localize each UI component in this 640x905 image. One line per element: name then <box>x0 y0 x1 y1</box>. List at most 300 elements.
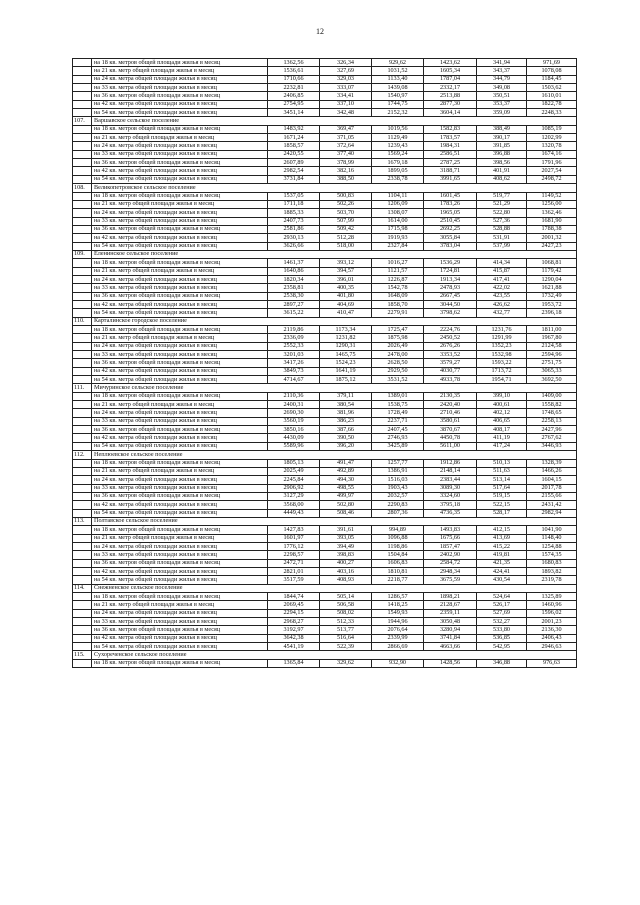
value-cell: 1129,49 <box>372 134 424 142</box>
value-cell: 2032,57 <box>372 492 424 500</box>
value-cell: 2017,78 <box>527 484 577 492</box>
row-number-cell <box>73 309 92 317</box>
value-cell: 1713,72 <box>477 367 527 375</box>
table-row <box>73 442 577 450</box>
table-row <box>73 300 577 308</box>
table-row <box>73 434 577 442</box>
value-cell: 2294,15 <box>268 609 320 617</box>
section-number: 109. <box>73 250 92 258</box>
value-cell: 408,93 <box>320 576 372 584</box>
row-number-cell <box>73 142 92 150</box>
section-title: Варшавское сельское поселение <box>92 117 577 125</box>
value-cell: 1085,19 <box>527 125 577 133</box>
table-row <box>73 392 577 400</box>
value-cell: 1524,23 <box>320 359 372 367</box>
value-cell: 1596,02 <box>527 609 577 617</box>
value-cell: 2218,77 <box>372 576 424 584</box>
value-cell: 343,37 <box>477 67 527 75</box>
value-cell: 350,51 <box>477 92 527 100</box>
row-number-cell <box>73 634 92 642</box>
value-cell: 1031,52 <box>372 67 424 75</box>
row-number-cell <box>73 92 92 100</box>
value-cell: 533,80 <box>477 626 527 634</box>
row-number-cell <box>73 609 92 617</box>
value-cell: 2290,83 <box>372 501 424 509</box>
value-cell: 4714,67 <box>268 376 320 384</box>
tariff-table-body <box>73 59 577 668</box>
value-cell: 976,63 <box>527 659 577 667</box>
value-cell: 3568,00 <box>268 501 320 509</box>
value-cell: 3731,84 <box>268 175 320 183</box>
value-cell: 1362,46 <box>527 209 577 217</box>
value-cell: 1875,12 <box>320 376 372 384</box>
value-cell: 1536,61 <box>268 67 320 75</box>
table-row <box>73 275 577 283</box>
norm-description-cell: на 54 кв. метра общей площади жилья в месяц <box>92 376 268 384</box>
norm-description-cell: на 33 кв. метра общей площади жилья в месяц <box>92 484 268 492</box>
value-cell: 521,29 <box>477 200 527 208</box>
value-cell: 1179,42 <box>527 267 577 275</box>
value-cell: 1953,72 <box>527 300 577 308</box>
value-cell: 1574,35 <box>527 551 577 559</box>
value-cell: 1483,92 <box>268 125 320 133</box>
value-cell: 1715,98 <box>372 225 424 233</box>
table-row <box>73 367 577 375</box>
value-cell: 1984,31 <box>424 142 477 150</box>
value-cell: 506,58 <box>320 601 372 609</box>
value-cell: 1844,74 <box>268 593 320 601</box>
value-cell: 1783,57 <box>424 134 477 142</box>
section-header-row <box>73 384 577 392</box>
value-cell: 406,65 <box>477 417 527 425</box>
value-cell: 2584,72 <box>424 559 477 567</box>
value-cell: 1621,88 <box>527 284 577 292</box>
value-cell: 2336,09 <box>268 334 320 342</box>
value-cell: 2948,34 <box>424 567 477 575</box>
value-cell: 1149,52 <box>527 192 577 200</box>
value-cell: 1898,21 <box>424 593 477 601</box>
value-cell: 2124,58 <box>527 342 577 350</box>
norm-description-cell: на 36 кв. метров общей площади жилья в месяц <box>92 159 268 167</box>
value-cell: 542,95 <box>477 643 527 651</box>
value-cell: 422,02 <box>477 284 527 292</box>
value-cell: 1461,37 <box>268 259 320 267</box>
row-number-cell <box>73 334 92 342</box>
value-cell: 2930,13 <box>268 234 320 242</box>
value-cell: 1096,88 <box>372 534 424 542</box>
row-number-cell <box>73 292 92 300</box>
row-number-cell <box>73 492 92 500</box>
value-cell: 408,62 <box>477 175 527 183</box>
value-cell: 1954,71 <box>477 376 527 384</box>
value-cell: 3280,94 <box>424 626 477 634</box>
value-cell: 430,54 <box>477 576 527 584</box>
value-cell: 421,35 <box>477 559 527 567</box>
value-cell: 3626,66 <box>268 242 320 250</box>
value-cell: 1423,62 <box>424 59 477 67</box>
value-cell: 2807,36 <box>372 509 424 517</box>
norm-description-cell: на 18 кв. метров общей площади жилья в месяц <box>92 125 268 133</box>
norm-description-cell: на 42 кв. метра общей площади жилья в месяц <box>92 367 268 375</box>
value-cell: 415,87 <box>477 267 527 275</box>
value-cell: 1290,31 <box>320 342 372 350</box>
value-cell: 507,99 <box>320 217 372 225</box>
value-cell: 2407,45 <box>372 426 424 434</box>
value-cell: 1231,76 <box>477 326 527 334</box>
value-cell: 1858,70 <box>372 300 424 308</box>
norm-description-cell: на 18 кв. метров общей площади жилья в месяц <box>92 259 268 267</box>
value-cell: 1822,78 <box>527 100 577 108</box>
value-cell: 2906,92 <box>268 484 320 492</box>
value-cell: 2224,76 <box>424 326 477 334</box>
section-header-row <box>73 317 577 325</box>
norm-description-cell: на 36 кв. метров общей площади жилья в месяц <box>92 492 268 500</box>
value-cell: 359,09 <box>477 109 527 117</box>
value-cell: 329,62 <box>320 659 372 667</box>
value-cell: 1291,99 <box>477 334 527 342</box>
value-cell: 3642,38 <box>268 634 320 642</box>
value-cell: 396,01 <box>320 275 372 283</box>
norm-description-cell: на 24 кв. метра общей площади жилья в месяц <box>92 75 268 83</box>
value-cell: 3089,30 <box>424 484 477 492</box>
value-cell: 1601,45 <box>424 192 477 200</box>
value-cell: 4541,19 <box>268 643 320 651</box>
value-cell: 414,34 <box>477 259 527 267</box>
value-cell: 1913,34 <box>424 275 477 283</box>
value-cell: 1674,16 <box>527 150 577 158</box>
value-cell: 932,90 <box>372 659 424 667</box>
value-cell: 1593,22 <box>477 359 527 367</box>
value-cell: 502,80 <box>320 501 372 509</box>
value-cell: 1536,29 <box>424 259 477 267</box>
value-cell: 3044,50 <box>424 300 477 308</box>
value-cell: 1493,83 <box>424 526 477 534</box>
table-row <box>73 509 577 517</box>
value-cell: 387,66 <box>320 426 372 434</box>
row-number-cell <box>73 643 92 651</box>
value-cell: 2420,55 <box>268 150 320 158</box>
value-cell: 4450,78 <box>424 434 477 442</box>
row-number-cell <box>73 284 92 292</box>
value-cell: 526,17 <box>477 601 527 609</box>
value-cell: 1728,49 <box>372 409 424 417</box>
value-cell: 499,97 <box>320 492 372 500</box>
value-cell: 402,12 <box>477 409 527 417</box>
value-cell: 2982,94 <box>527 509 577 517</box>
value-cell: 1944,96 <box>372 618 424 626</box>
value-cell: 1805,13 <box>268 459 320 467</box>
table-row <box>73 92 577 100</box>
value-cell: 2332,17 <box>424 84 477 92</box>
value-cell: 2552,33 <box>268 342 320 350</box>
value-cell: 394,57 <box>320 267 372 275</box>
value-cell: 1148,40 <box>527 534 577 542</box>
row-number-cell <box>73 109 92 117</box>
table-row <box>73 192 577 200</box>
value-cell: 527,69 <box>477 609 527 617</box>
section-title: Мичуринское сельское поселение <box>92 384 577 392</box>
value-cell: 4030,77 <box>424 367 477 375</box>
table-row <box>73 376 577 384</box>
table-row <box>73 159 577 167</box>
value-cell: 4430,09 <box>268 434 320 442</box>
value-cell: 1078,08 <box>527 67 577 75</box>
value-cell: 1875,98 <box>372 334 424 342</box>
value-cell: 2298,57 <box>268 551 320 559</box>
value-cell: 1466,26 <box>527 467 577 475</box>
value-cell: 398,56 <box>477 159 527 167</box>
table-row <box>73 492 577 500</box>
section-title: Великопетровское сельское поселение <box>92 184 577 192</box>
value-cell: 2787,25 <box>424 159 477 167</box>
value-cell: 390,17 <box>477 134 527 142</box>
value-cell: 2406,43 <box>527 634 577 642</box>
table-row <box>73 542 577 550</box>
value-cell: 1791,96 <box>527 159 577 167</box>
value-cell: 353,37 <box>477 100 527 108</box>
value-cell: 1549,93 <box>372 609 424 617</box>
value-cell: 2692,25 <box>424 225 477 233</box>
value-cell: 1226,87 <box>372 275 424 283</box>
norm-description-cell: на 54 кв. метра общей площади жилья в месяц <box>92 309 268 317</box>
value-cell: 2232,81 <box>268 84 320 92</box>
value-cell: 1919,93 <box>372 234 424 242</box>
value-cell: 2929,50 <box>372 367 424 375</box>
norm-description-cell: на 24 кв. метра общей площади жилья в месяц <box>92 609 268 617</box>
value-cell: 396,88 <box>477 150 527 158</box>
value-cell: 1965,05 <box>424 209 477 217</box>
value-cell: 2676,26 <box>424 342 477 350</box>
row-number-cell <box>73 567 92 575</box>
value-cell: 511,63 <box>477 467 527 475</box>
value-cell: 1601,97 <box>268 534 320 542</box>
value-cell: 1606,83 <box>372 559 424 567</box>
norm-description-cell: на 33 кв. метра общей площади жилья в месяц <box>92 618 268 626</box>
value-cell: 2026,49 <box>372 342 424 350</box>
value-cell: 1019,56 <box>372 125 424 133</box>
table-row <box>73 142 577 150</box>
value-cell: 2076,64 <box>372 626 424 634</box>
table-row <box>73 200 577 208</box>
norm-description-cell: на 18 кв. метров общей площади жилья в месяц <box>92 326 268 334</box>
value-cell: 1614,00 <box>372 217 424 225</box>
norm-description-cell: на 21 кв. метр общей площади жилья в месяц <box>92 534 268 542</box>
table-row <box>73 501 577 509</box>
norm-description-cell: на 54 кв. метра общей площади жилья в месяц <box>92 643 268 651</box>
value-cell: 2968,27 <box>268 618 320 626</box>
tariff-table <box>72 58 577 668</box>
section-number: 112. <box>73 451 92 459</box>
value-cell: 2690,30 <box>268 409 320 417</box>
value-cell: 1516,03 <box>372 476 424 484</box>
value-cell: 508,02 <box>320 609 372 617</box>
value-cell: 2128,67 <box>424 601 477 609</box>
value-cell: 1365,84 <box>268 659 320 667</box>
norm-description-cell: на 18 кв. метров общей площади жилья в месяц <box>92 659 268 667</box>
value-cell: 498,55 <box>320 484 372 492</box>
value-cell: 3425,89 <box>372 442 424 450</box>
row-number-cell <box>73 267 92 275</box>
table-row <box>73 626 577 634</box>
value-cell: 417,24 <box>477 442 527 450</box>
value-cell: 1504,84 <box>372 551 424 559</box>
value-cell: 929,62 <box>372 59 424 67</box>
value-cell: 2383,44 <box>424 476 477 484</box>
value-cell: 1325,89 <box>527 593 577 601</box>
value-cell: 2327,84 <box>372 242 424 250</box>
row-number-cell <box>73 559 92 567</box>
value-cell: 1671,24 <box>268 134 320 142</box>
value-cell: 1386,91 <box>372 467 424 475</box>
section-header-row <box>73 584 577 592</box>
value-cell: 432,77 <box>477 309 527 317</box>
value-cell: 2478,00 <box>372 351 424 359</box>
row-number-cell <box>73 526 92 534</box>
norm-description-cell: на 33 кв. метра общей площади жилья в месяц <box>92 150 268 158</box>
row-number-cell <box>73 618 92 626</box>
norm-description-cell: на 21 кв. метр общей площади жилья в месяц <box>92 67 268 75</box>
value-cell: 423,55 <box>477 292 527 300</box>
value-cell: 2027,54 <box>527 167 577 175</box>
value-cell: 329,03 <box>320 75 372 83</box>
value-cell: 513,77 <box>320 626 372 634</box>
value-cell: 2406,85 <box>268 92 320 100</box>
row-number-cell <box>73 275 92 283</box>
value-cell: 400,35 <box>320 284 372 292</box>
value-cell: 3798,62 <box>424 309 477 317</box>
row-number-cell <box>73 100 92 108</box>
value-cell: 3417,26 <box>268 359 320 367</box>
page-number: 12 <box>316 27 324 36</box>
value-cell: 1068,81 <box>527 259 577 267</box>
value-cell: 537,99 <box>477 242 527 250</box>
norm-description-cell: на 54 кв. метра общей площади жилья в месяц <box>92 242 268 250</box>
value-cell: 4933,78 <box>424 376 477 384</box>
value-cell: 502,26 <box>320 200 372 208</box>
value-cell: 1231,82 <box>320 334 372 342</box>
value-cell: 2754,95 <box>268 100 320 108</box>
value-cell: 426,62 <box>477 300 527 308</box>
table-row <box>73 242 577 250</box>
value-cell: 399,10 <box>477 392 527 400</box>
value-cell: 1104,11 <box>372 192 424 200</box>
value-cell: 2245,84 <box>268 476 320 484</box>
value-cell: 1460,96 <box>527 601 577 609</box>
value-cell: 2581,86 <box>268 225 320 233</box>
value-cell: 396,20 <box>320 442 372 450</box>
value-cell: 1641,19 <box>320 367 372 375</box>
norm-description-cell: на 36 кв. метров общей площади жилья в месяц <box>92 626 268 634</box>
row-number-cell <box>73 159 92 167</box>
value-cell: 1184,45 <box>527 75 577 83</box>
table-row <box>73 67 577 75</box>
table-row <box>73 567 577 575</box>
value-cell: 2001,32 <box>527 234 577 242</box>
value-cell: 372,64 <box>320 142 372 150</box>
table-row <box>73 476 577 484</box>
value-cell: 971,69 <box>527 59 577 67</box>
row-number-cell <box>73 534 92 542</box>
value-cell: 1732,49 <box>527 292 577 300</box>
value-cell: 398,83 <box>320 551 372 559</box>
value-cell: 1569,24 <box>372 150 424 158</box>
table-row <box>73 459 577 467</box>
value-cell: 371,05 <box>320 134 372 142</box>
norm-description-cell: на 36 кв. метров общей площади жилья в месяц <box>92 426 268 434</box>
row-number-cell <box>73 167 92 175</box>
norm-description-cell: на 18 кв. метров общей площади жилья в месяц <box>92 192 268 200</box>
norm-description-cell: на 18 кв. метров общей площади жилья в месяц <box>92 59 268 67</box>
row-number-cell <box>73 84 92 92</box>
value-cell: 1198,86 <box>372 542 424 550</box>
value-cell: 2510,45 <box>424 217 477 225</box>
value-cell: 1439,08 <box>372 84 424 92</box>
norm-description-cell: на 54 кв. метра общей площади жилья в месяц <box>92 509 268 517</box>
value-cell: 327,69 <box>320 67 372 75</box>
value-cell: 2427,96 <box>527 426 577 434</box>
value-cell: 342,48 <box>320 109 372 117</box>
value-cell: 2402,90 <box>424 551 477 559</box>
row-number-cell <box>73 467 92 475</box>
value-cell: 522,15 <box>477 501 527 509</box>
value-cell: 3055,84 <box>424 234 477 242</box>
value-cell: 2946,63 <box>527 643 577 651</box>
value-cell: 3795,18 <box>424 501 477 509</box>
value-cell: 2407,73 <box>268 217 320 225</box>
value-cell: 2420,40 <box>424 401 477 409</box>
value-cell: 386,23 <box>320 417 372 425</box>
value-cell: 2001,23 <box>527 618 577 626</box>
norm-description-cell: на 18 кв. метров общей площади жилья в месяц <box>92 392 268 400</box>
table-row <box>73 100 577 108</box>
value-cell: 2400,31 <box>268 401 320 409</box>
value-cell: 391,61 <box>320 526 372 534</box>
norm-description-cell: на 21 кв. метр общей площади жилья в месяц <box>92 334 268 342</box>
value-cell: 519,15 <box>477 492 527 500</box>
value-cell: 2069,45 <box>268 601 320 609</box>
value-cell: 1912,86 <box>424 459 477 467</box>
value-cell: 994,89 <box>372 526 424 534</box>
table-row <box>73 209 577 217</box>
section-number: 107. <box>73 117 92 125</box>
value-cell: 2248,33 <box>527 109 577 117</box>
table-row <box>73 167 577 175</box>
norm-description-cell: на 18 кв. метров общей площади жилья в месяц <box>92 459 268 467</box>
norm-description-cell: на 42 кв. метра общей площади жилья в месяц <box>92 567 268 575</box>
row-number-cell <box>73 300 92 308</box>
value-cell: 3188,71 <box>424 167 477 175</box>
value-cell: 1744,75 <box>372 100 424 108</box>
row-number-cell <box>73 217 92 225</box>
section-header-row <box>73 184 577 192</box>
value-cell: 408,17 <box>477 426 527 434</box>
value-cell: 1206,09 <box>372 200 424 208</box>
row-number-cell <box>73 125 92 133</box>
value-cell: 1320,78 <box>527 142 577 150</box>
value-cell: 2538,30 <box>268 292 320 300</box>
section-title: Неплюевское сельское поселение <box>92 451 577 459</box>
value-cell: 3065,33 <box>527 367 577 375</box>
value-cell: 512,33 <box>320 618 372 626</box>
value-cell: 401,91 <box>477 167 527 175</box>
value-cell: 381,96 <box>320 409 372 417</box>
value-cell: 415,22 <box>477 542 527 550</box>
value-cell: 1503,62 <box>527 84 577 92</box>
value-cell: 1810,81 <box>372 567 424 575</box>
value-cell: 391,85 <box>477 142 527 150</box>
value-cell: 1640,86 <box>268 267 320 275</box>
row-number-cell <box>73 234 92 242</box>
